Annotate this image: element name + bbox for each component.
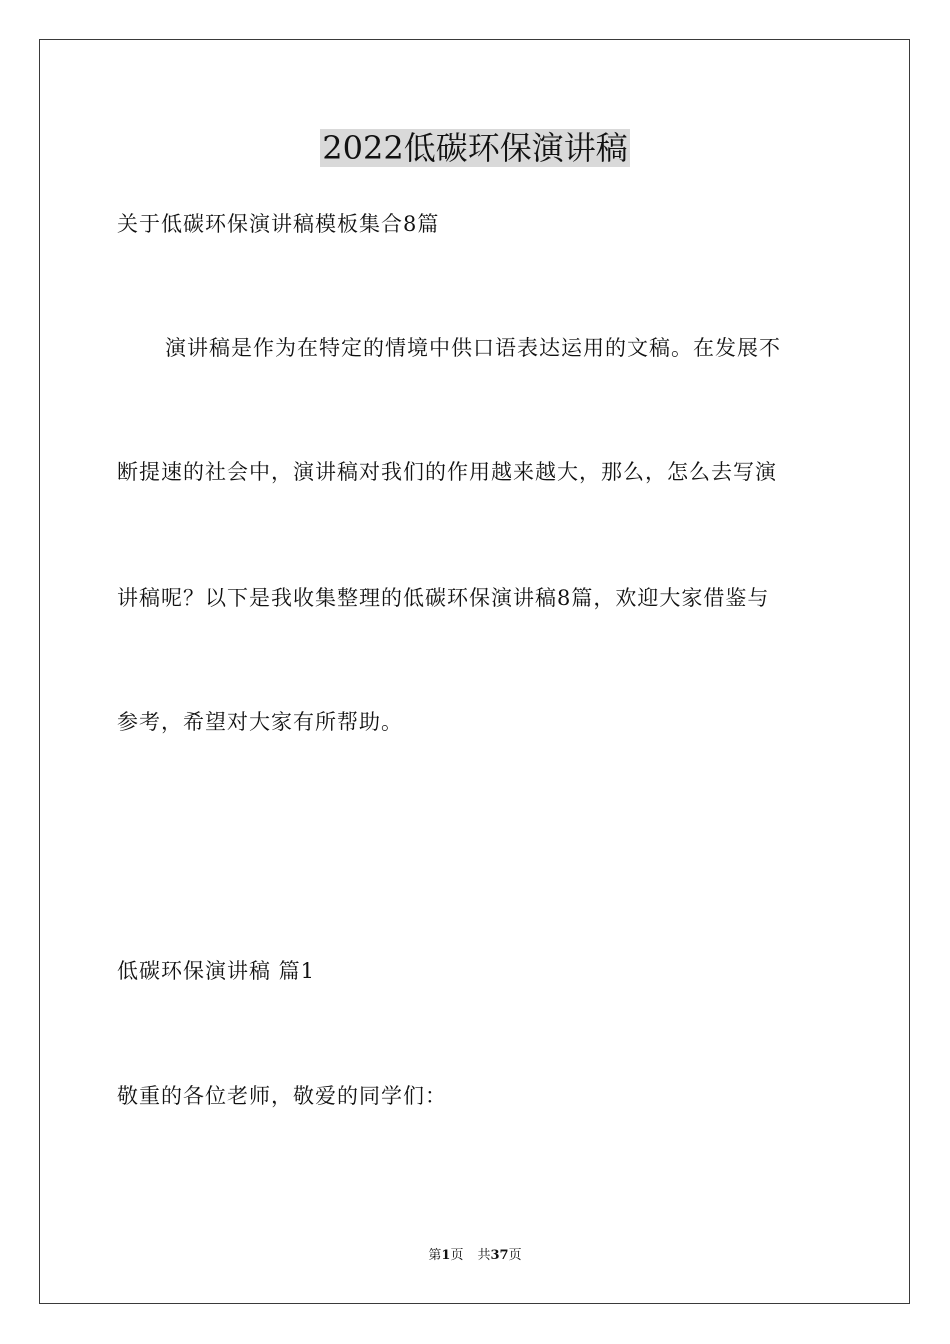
footer-page-prefix: 第 (428, 1248, 442, 1263)
intro-line-1: 演讲稿是作为在特定的情境中供口语表达运用的文稿。在发展不 (165, 336, 781, 360)
footer-page-number: 1 (441, 1248, 451, 1263)
footer-total-prefix: 共 (477, 1248, 491, 1263)
intro-line-3: 讲稿呢？以下是我收集整理的低碳环保演讲稿8篇，欢迎大家借鉴与 (117, 586, 770, 610)
document-subtitle: 关于低碳环保演讲稿模板集合8篇 (117, 212, 440, 236)
document-title-text: 2022低碳环保演讲稿 (322, 129, 628, 167)
footer-page-suffix: 页 (450, 1248, 464, 1263)
intro-line-4: 参考，希望对大家有所帮助。 (117, 710, 403, 734)
footer-total-suffix: 页 (508, 1248, 522, 1263)
section-heading: 低碳环保演讲稿 篇1 (117, 959, 316, 983)
greeting-line: 敬重的各位老师，敬爱的同学们： (117, 1084, 447, 1108)
footer-total-pages: 37 (490, 1248, 509, 1263)
page-footer (0, 1247, 950, 1265)
intro-line-2: 断提速的社会中，演讲稿对我们的作用越来越大，那么，怎么去写演 (117, 460, 777, 484)
document-title (0, 126, 950, 170)
